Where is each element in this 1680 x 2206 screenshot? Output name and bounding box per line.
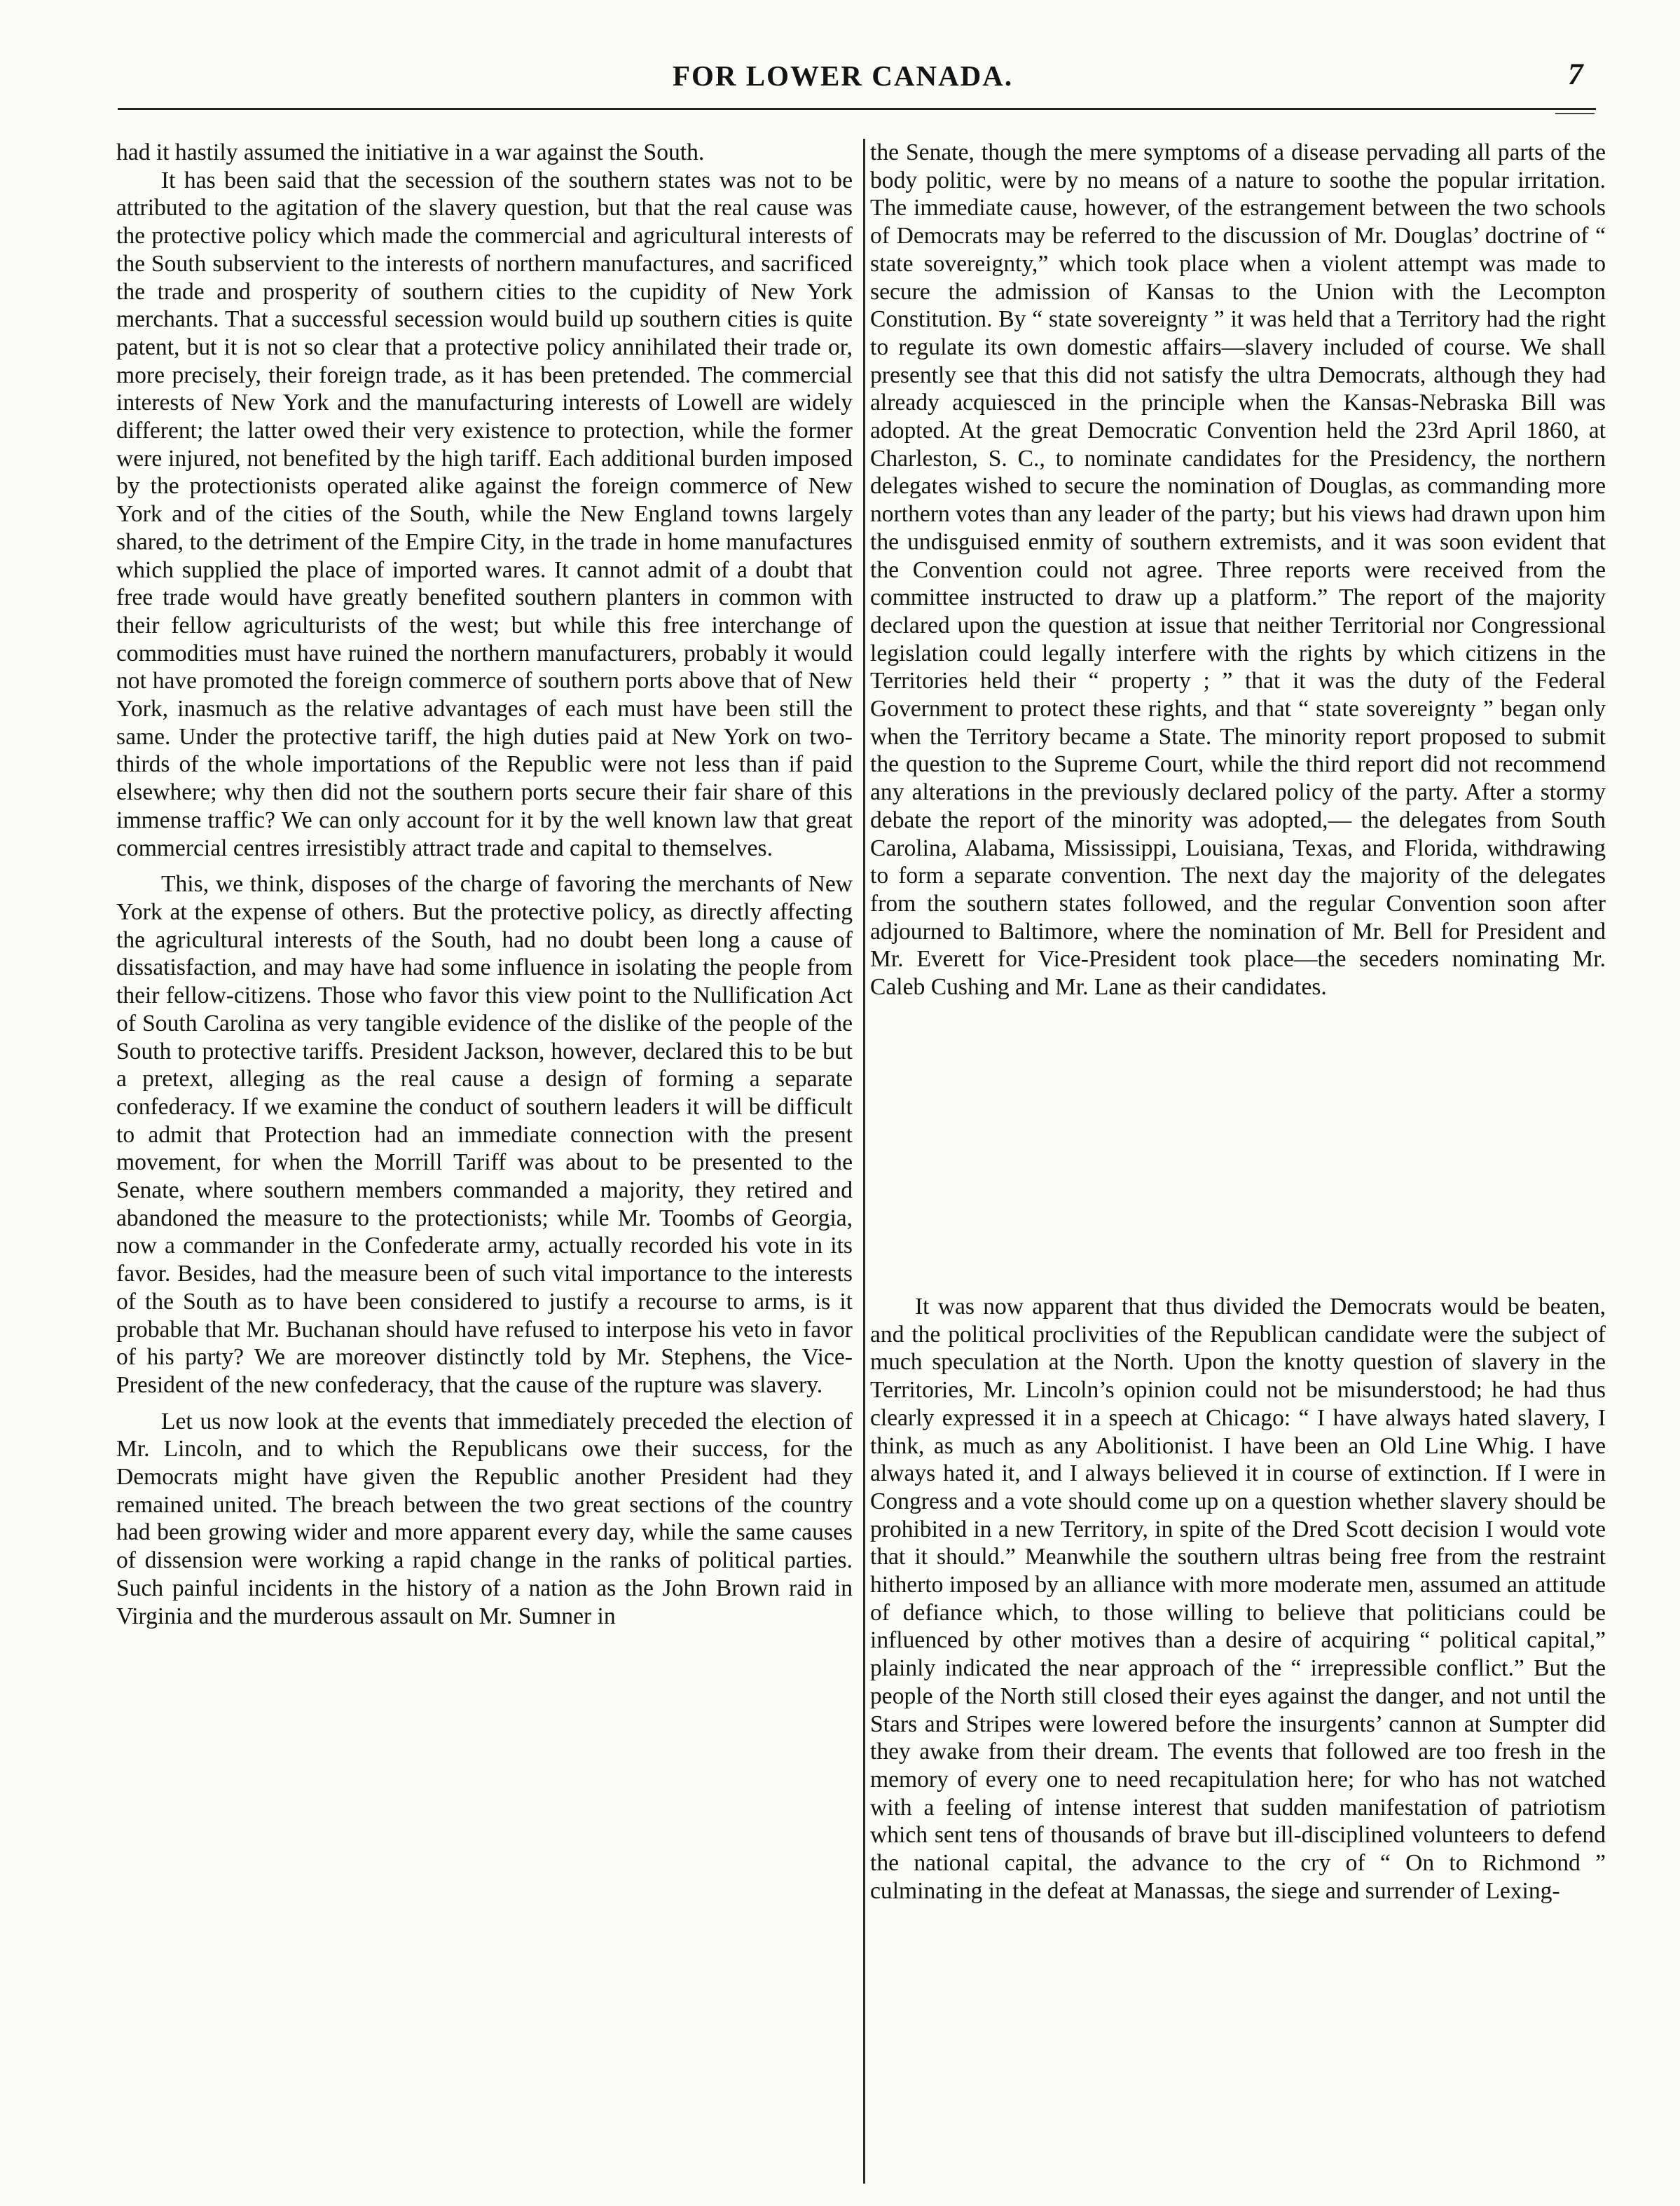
header-rule [118,108,1596,110]
page-number: 7 [1568,58,1583,91]
header-rule-short [1555,113,1595,114]
paragraph: Let us now look at the events that immediately preceded the election of Mr. Lincoln, and to which the Republicans owe their success, for the Democrats might have given the Republic another President had they remained united. The breach between the two great sections of the country had been growing wider and more apparent every day, while the same causes of dissension were working a rapid change in the ranks of political parties. Such painful incidents in the history of a nation as the John Brown raid in Virginia and the murderous assault on Mr. Sumner in [116,1408,853,1629]
paragraph: the Senate, though the mere symptoms of a disease pervading all parts of the body politic, were by no means of a nature to soothe the popular irritation. The immediate cause, however, of the estrangement between the two schools of Democrats may be referred to the discussion of Mr. Douglas’ doctrine of “ state sovereignty,” which took place when a violent attempt was made to secure the admission of Kansas to the Union with the Lecompton Constitution. By “ state sovereignty ” it was held that a Territory had the right to regulate its own domestic affairs—slavery included of course. We shall presently see that this did not satisfy the ultra Democrats, although they had already acquiesced in the principle when the Kansas-Nebraska Bill was adopted. At the great Democratic Convention held the 23rd April 1860, at Charleston, S. C., to nominate candidates for the Presidency, the northern delegates wished to secure the nomination of Douglas, as commanding more northern votes than any leader of the party; but his views had drawn upon him the undisguised enmity of southern extremists, and it was soon evident that the Convention could not agree. Three reports were received from the committee instructed to draw up a platform.” The report of the majority declared upon the question at issue that neither Territorial nor Congressional legislation could legally interfere with the rights by which citizens in the Territories held their “ property ; ” that it was the duty of the Federal Government to protect these rights, and that “ state sovereignty ” began only when the Territory became a State. The minority report proposed to submit the question to the Supreme Court, while the third report did not recommend any alterations in the previously declared policy of the party. After a stormy debate the report of the minority was adopted,— the delegates from South Carolina, Alabama, Mississippi, Louisiana, Texas, and Florida, withdrawing to form a separate convention. The next day the majority of the delegates from the southern states followed, and the regular Convention soon after adjourned to Baltimore, where the nomination of Mr. Bell for President and Mr. Everett for Vice-President took place—the seceders nominating Mr. Caleb Cushing and Mr. Lane as their candidates. [870,139,1606,1001]
paragraph: had it hastily assumed the initiative in a war against the South. [116,139,705,165]
running-head [0,59,1680,101]
right-column-lower [870,1293,1606,1905]
column-divider [863,139,865,2184]
paragraph: This, we think, disposes of the charge of favoring the merchants of New York at the expense of others. But the protective policy, as directly affecting the agricultural interests of the South, had no doubt been long a cause of dissatisfaction, and may have had some influence in isolating the people from their fellow-citizens. Those who favor this view point to the Nullification Act of South Carolina as very tangible evidence of the dislike of the people of the South to protective tariffs. President Jackson, however, declared this to be but a pretext, alleging as the real cause a design of forming a separate confederacy. If we examine the conduct of southern leaders it will be difficult to admit that Protection had an immediate connection with the present movement, for when the Morrill Tariff was about to be presented to the Senate, where southern members commanded a majority, they retired and abandoned the measure to the protectionists; while Mr. Toombs of Georgia, now a commander in the Confederate army, actually recorded his vote in its favor. Besides, had the measure been of such vital importance to the interests of the South as to have been considered to justify a recourse to arms, is it probable that Mr. Buchanan should have refused to interpose his veto in favor of his party? We are moreover distinctly told by Mr. Stephens, the Vice-President of the new confederacy, that the cause of the rupture was slavery. [116,871,853,1398]
page-title: FOR LOWER CANADA. [673,60,1014,92]
right-column-upper [870,139,1606,1267]
paragraph: It has been said that the secession of the southern states was not to be attributed to the agitation of the slavery question, but that the real cause was the protective policy which made the commercial and agricultural interests of the South subservient to the interests of northern manufactures, and sacrificed the trade and prosperity of southern cities to the cupidity of New York merchants. That a successful secession would build up southern cities is quite patent, but it is not so clear that a protective policy annihilated their trade or, more precisely, their foreign trade, as it has been pretended. The commercial interests of New York and the manufacturing interests of Lowell are widely different; the latter owed their very existence to protection, while the former were injured, not benefited by the high tariff. Each additional burden imposed by the protectionists operated alike against the foreign commerce of New York and of the cities of the South, while the New England towns largely shared, to the detriment of the Empire City, in the trade in home manufactures which supplied the place of imported wares. It cannot admit of a doubt that free trade would have greatly benefited southern planters in common with their fellow agriculturists of the west; but while this free interchange of commodities must have ruined the northern manufacturers, probably it would not have promoted the foreign commerce of southern ports above that of New York, inasmuch as the relative advantages of each must have been still the same. Under the protective tariff, the high duties paid at New York on two-thirds of the whole importations of the Republic were not less than if paid elsewhere; why then did not the southern ports secure their fair share of this immense traffic? We can only account for it by the well known law that great commercial centres irresistibly attract trade and capital to themselves. [116,167,853,861]
left-column [116,139,853,2171]
paragraph: It was now apparent that thus divided the Democrats would be beaten, and the political proclivities of the Republican candidate were the subject of much speculation at the North. Upon the knotty question of slavery in the Territories, Mr. Lincoln’s opinion could not be misunderstood; he had thus clearly expressed it in a speech at Chicago: “ I have always hated slavery, I think, as much as any Abolitionist. I have been an Old Line Whig. I have always hated it, and I always believed it in course of extinction. If I were in Congress and a vote should come up on a question whether slavery should be prohibited in a new Territory, in spite of the Dred Scott decision I would vote that it should.” Meanwhile the southern ultras being free from the restraint hitherto imposed by an alliance with more moderate men, assumed an attitude of defiance which, to those willing to believe that politicians could be influenced by other motives than a desire of acquiring “ political capital,” plainly indicated the near approach of the “ irrepressible conflict.” But the people of the North still closed their eyes against the danger, and not until the Stars and Stripes were lowered before the insurgents’ cannon at Sumpter did they awake from their dream. The events that followed are too fresh in the memory of every one to need recapitulation here; for who has not watched with a feeling of intense interest that sudden manifestation of patriotism which sent tens of thousands of brave but ill-disciplined volunteers to defend the national capital, the advance to the cry of “ On to Richmond ” culminating in the defeat at Manassas, the siege and surrender of Lexing- [870,1294,1606,1904]
